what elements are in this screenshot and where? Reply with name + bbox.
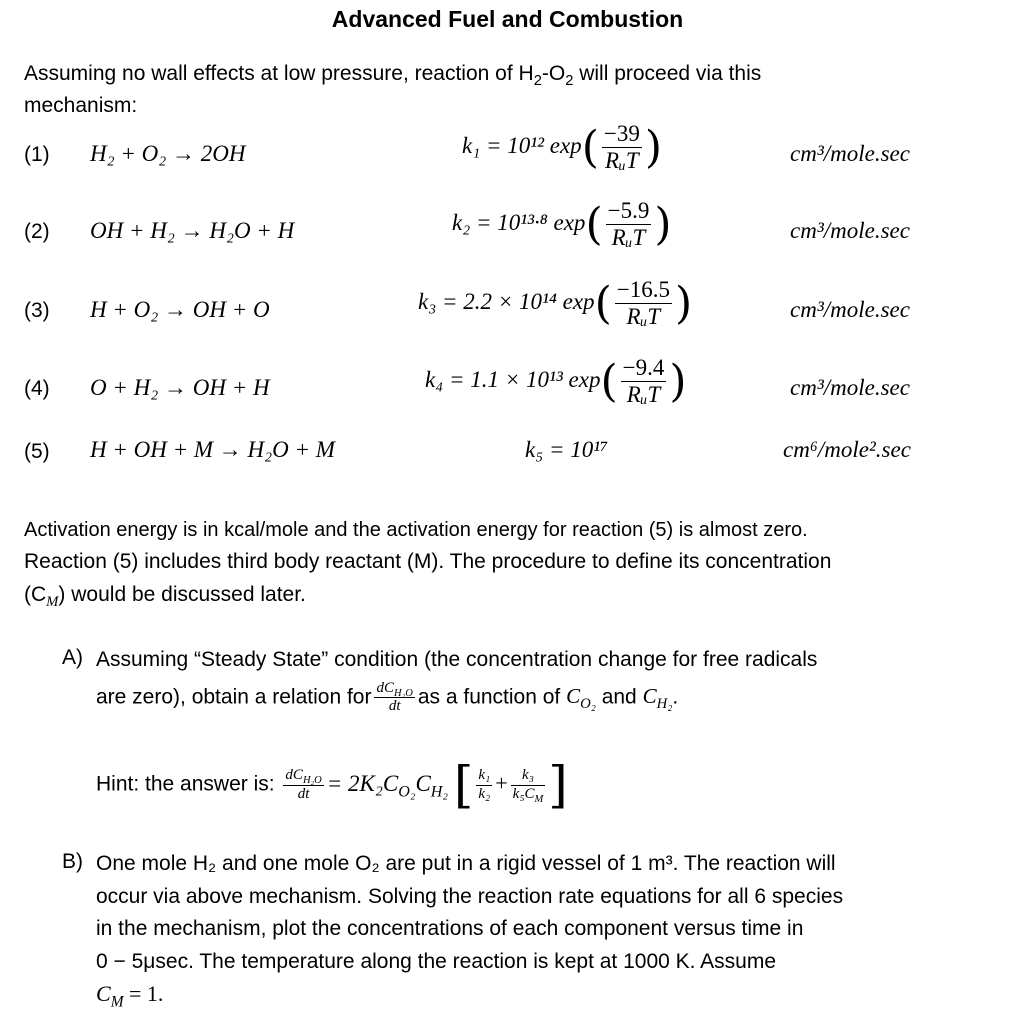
rate-constant: k₄ = 1.1 × 10¹³ exp( $\frac{-9.4}{\text{RᵤT}}$ ) — [425, 355, 687, 408]
rate-constant: k₂ = 10¹³·⁸ exp( $\frac{-5.9}{\text{RᵤT}}$ ) — [452, 198, 672, 251]
reaction-equation: OH + H₂ → H₂O + H — [90, 218, 295, 243]
hint-line: Hint: the answer is: $\frac{dC_{H_2O}}{dt}$ = $2K_2C_{O_2}C_{H_2}$ [ $\frac{\text{k₁}}{\text{k₂}}$ + $\frac{\text{k₃}}{k_5C_M}$ ] — [96, 756, 568, 814]
rate-constant: k₃ = 2.2 × 10¹⁴ exp( $\frac{-16.5}{\text{RᵤT}}$ ) — [418, 277, 693, 330]
part-a-line-2: are zero), obtain a relation for $\frac{dC_{H_2O}}{dt}$ as a function of $C_{O_2}$ and $C_{H_2}$. — [96, 680, 679, 715]
reaction-number: (4) — [24, 377, 50, 400]
reaction-equation: H₂ + O₂ → 2OH — [90, 141, 246, 166]
reaction-number: (2) — [24, 220, 50, 243]
part-b-label: B) — [62, 850, 83, 873]
part-b-line-3: in the mechanism, plot the concentrations of each component versus time in — [96, 917, 804, 940]
rate-unit: cm³/mole.sec — [790, 141, 910, 166]
part-b-line-5: $C_M = 1$. — [96, 981, 164, 1011]
activation-line-2: Reaction (5) includes third body reactant (M). The procedure to define its concentration — [24, 550, 832, 573]
intro-line-1: Assuming no wall effects at low pressure, reaction of $H_2-O_2$ will proceed via this — [24, 62, 762, 90]
reaction-equation: O + H₂ → OH + H — [90, 375, 270, 400]
rate-unit: cm⁶/mole².sec — [783, 437, 911, 462]
reaction-equation: H + OH + M → H₂O + M — [90, 437, 335, 462]
activation-line-3: $(C_M)$ would be discussed later. — [24, 583, 306, 611]
intro-line-2: mechanism: — [24, 94, 138, 117]
reaction-number: (3) — [24, 299, 50, 322]
rate-unit: cm³/mole.sec — [790, 375, 910, 400]
part-b-line-1: One mole H₂ and one mole O₂ are put in a rigid vessel of 1 m³. The reaction will — [96, 852, 836, 875]
part-b-line-2: occur via above mechanism. Solving the reaction rate equations for all 6 species — [96, 885, 844, 908]
part-a-line-1: Assuming “Steady State” condition (the concentration change for free radicals — [96, 648, 818, 671]
rate-unit: cm³/mole.sec — [790, 218, 910, 243]
activation-line-1: Activation energy is in kcal/mole and the activation energy for reaction (5) is almost zero. — [24, 519, 808, 541]
part-b-line-4: 0 − 5μsec. The temperature along the reaction is kept at 1000 K. Assume — [96, 950, 777, 973]
reaction-number: (1) — [24, 143, 50, 166]
rate-constant: k₁ = 10¹² exp( $\frac{-39}{\text{RᵤT}}$ ) — [462, 121, 663, 174]
reaction-equation: H + O₂ → OH + O — [90, 297, 270, 322]
part-a-label: A) — [62, 646, 83, 669]
reaction-number: (5) — [24, 440, 50, 463]
rate-unit: cm³/mole.sec — [790, 297, 910, 322]
rate-constant: k₅ = 10¹⁷ — [525, 437, 609, 462]
document-title: Advanced Fuel and Combustion — [331, 6, 684, 32]
